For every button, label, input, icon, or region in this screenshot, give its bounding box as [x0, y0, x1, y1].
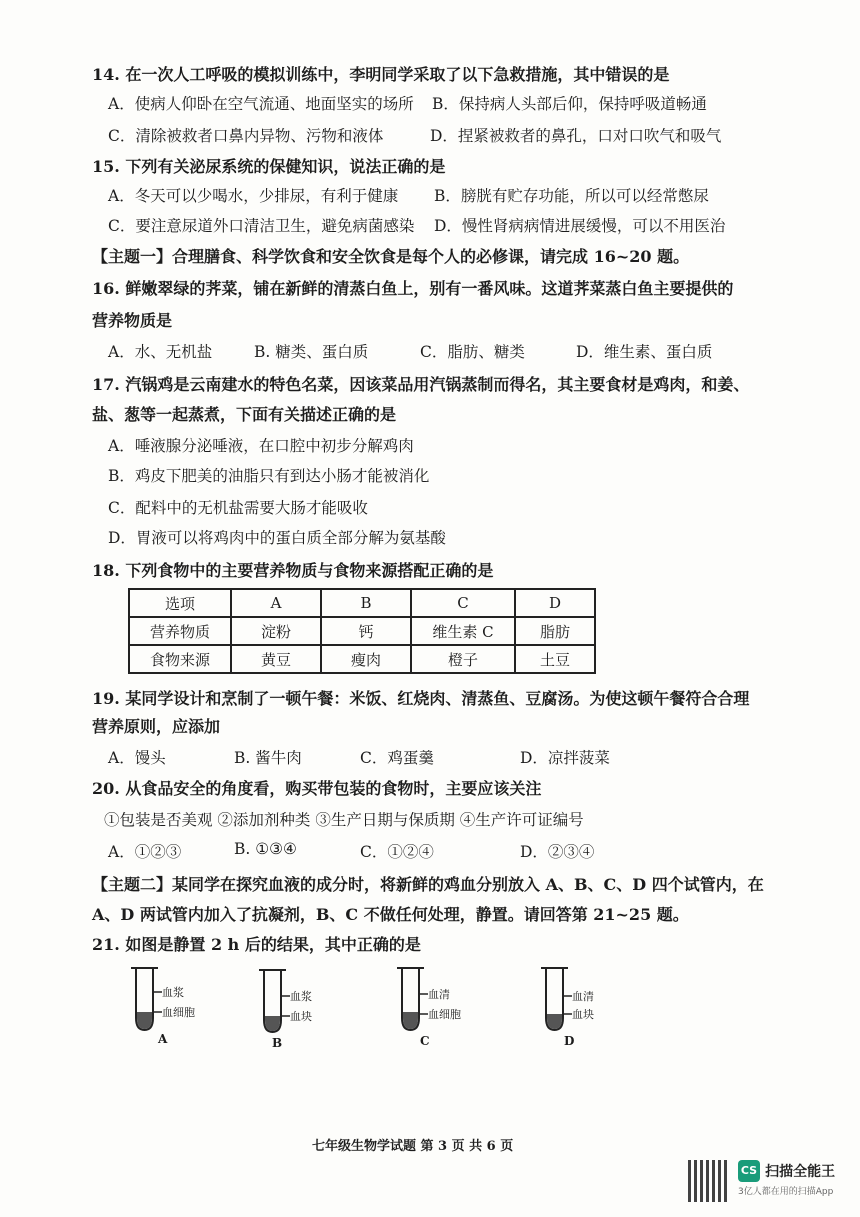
- tube-d-letter: D: [564, 1034, 575, 1048]
- theme-2-intro: 【主题二】某同学在探究血液的成分时，将新鲜的鸡血分别放入 A、B、C、D 四个试管内，在: [92, 875, 764, 894]
- question-20-option-a: A．①②③: [108, 843, 182, 861]
- table-cell: 选项: [129, 589, 231, 617]
- scanner-app-name: 扫描全能王: [765, 1164, 836, 1180]
- question-19-option-c: C．鸡蛋羹: [360, 749, 434, 767]
- test-tube-b: [256, 968, 346, 1052]
- table-cell: 脂肪: [515, 617, 595, 645]
- question-15-option-b: B．膀胱有贮存功能，所以可以经常憋尿: [434, 187, 709, 205]
- table-cell: 橙子: [411, 645, 515, 673]
- question-14-stem: 14. 在一次人工呼吸的模拟训练中，李明同学采取了以下急救措施，其中错误的是: [92, 65, 670, 84]
- question-16-option-d: D．维生素、蛋白质: [576, 343, 713, 361]
- question-17-option-a: A．唾液腺分泌唾液，在口腔中初步分解鸡肉: [108, 437, 414, 455]
- table-cell: A: [231, 589, 321, 617]
- table-row: [129, 645, 595, 673]
- question-17-stem-cont: 盐、葱等一起蒸煮，下面有关描述正确的是: [92, 405, 397, 424]
- question-18-stem: 18. 下列食物中的主要营养物质与食物来源搭配正确的是: [92, 561, 494, 580]
- question-19-option-a: A．馒头: [108, 749, 166, 767]
- question-17-option-b: B．鸡皮下肥美的油脂只有到达小肠才能被消化: [108, 467, 430, 485]
- question-14-option-b: B．保持病人头部后仰，保持呼吸道畅通: [432, 95, 707, 113]
- question-17-option-c: C．配料中的无机盐需要大肠才能吸收: [108, 499, 368, 517]
- scanner-tagline: 3亿人都在用的扫描App: [738, 1187, 834, 1197]
- question-20-option-b: B. ①③④: [234, 840, 297, 858]
- tube-b-top-label: 血浆: [290, 990, 312, 1003]
- tube-a-letter: A: [158, 1032, 168, 1046]
- scanner-watermark: [738, 1160, 835, 1197]
- question-15-option-c: C．要注意尿道外口清洁卫生，避免病菌感染: [108, 217, 415, 235]
- question-16-option-c: C．脂肪、糖类: [420, 343, 525, 361]
- tube-c-top-label: 血清: [428, 988, 450, 1001]
- question-19-stem: 19. 某同学设计和烹制了一顿午餐：米饭、红烧肉、清蒸鱼、豆腐汤。为使这顿午餐符合合理: [92, 689, 750, 708]
- nutrient-source-table: [128, 588, 596, 674]
- question-19-stem-cont: 营养原则，应添加: [92, 717, 221, 736]
- question-20-items: ①包装是否美观 ②添加剂种类 ③生产日期与保质期 ④生产许可证编号: [104, 811, 584, 829]
- tube-d-top-label: 血清: [572, 990, 594, 1003]
- table-cell: 土豆: [515, 645, 595, 673]
- question-16-stem: 16. 鲜嫩翠绿的荠菜，铺在新鲜的清蒸白鱼上，别有一番风味。这道荠菜蒸白鱼主要提供的: [92, 279, 734, 298]
- question-19-option-b: B. 酱牛肉: [234, 749, 302, 767]
- test-tube-d: [538, 966, 628, 1050]
- table-cell: D: [515, 589, 595, 617]
- table-cell: 黄豆: [231, 645, 321, 673]
- question-20-option-c: C．①②④: [360, 843, 434, 861]
- table-row: [129, 617, 595, 645]
- question-15-option-a: A．冬天可以少喝水，少排尿，有利于健康: [108, 187, 399, 205]
- table-cell: 维生素 C: [411, 617, 515, 645]
- test-tube-c: [394, 966, 484, 1050]
- question-15-option-d: D．慢性肾病病情进展缓慢，可以不用医治: [434, 217, 726, 235]
- question-16-option-b: B. 糖类、蛋白质: [254, 343, 369, 361]
- tube-a-top-label: 血浆: [162, 986, 184, 999]
- tube-c-letter: C: [420, 1034, 430, 1048]
- question-16-option-a: A．水、无机盐: [108, 343, 213, 361]
- question-17-option-d: D．胃液可以将鸡肉中的蛋白质全部分解为氨基酸: [108, 529, 446, 547]
- tube-b-letter: B: [272, 1036, 283, 1050]
- table-cell: 淀粉: [231, 617, 321, 645]
- question-14-option-a: A．使病人仰卧在空气流通、地面坚实的场所: [108, 95, 414, 113]
- table-cell: 钙: [321, 617, 411, 645]
- table-cell: 营养物质: [129, 617, 231, 645]
- table-row: [129, 589, 595, 617]
- page-footer: 七年级生物学试题 第 3 页 共 6 页: [312, 1139, 514, 1154]
- scanner-logo-icon: CS: [738, 1160, 760, 1182]
- theme-1-intro: 【主题一】合理膳食、科学饮食和安全饮食是每个人的必修课，请完成 16~20 题。: [92, 247, 690, 266]
- tube-a-bottom-label: 血细胞: [162, 1006, 195, 1019]
- table-cell: 食物来源: [129, 645, 231, 673]
- table-cell: C: [411, 589, 515, 617]
- qr-code-icon: [688, 1160, 730, 1202]
- tube-b-bottom-label: 血块: [290, 1010, 312, 1023]
- question-20-stem: 20. 从食品安全的角度看，购买带包装的食物时，主要应该关注: [92, 779, 542, 798]
- question-17-stem: 17. 汽锅鸡是云南建水的特色名菜，因该菜品用汽锅蒸制而得名，其主要食材是鸡肉，和姜、: [92, 375, 750, 394]
- tube-d-bottom-label: 血块: [572, 1008, 594, 1021]
- question-16-stem-cont: 营养物质是: [92, 311, 173, 330]
- question-20-option-d: D．②③④: [520, 843, 595, 861]
- question-21-stem: 21. 如图是静置 2 h 后的结果，其中正确的是: [92, 935, 421, 954]
- tube-c-bottom-label: 血细胞: [428, 1008, 461, 1021]
- test-tube-a: [128, 966, 218, 1050]
- table-cell: 瘦肉: [321, 645, 411, 673]
- question-15-stem: 15. 下列有关泌尿系统的保健知识，说法正确的是: [92, 157, 446, 176]
- question-14-option-d: D．捏紧被救者的鼻孔，口对口吹气和吸气: [430, 127, 722, 145]
- table-cell: B: [321, 589, 411, 617]
- question-19-option-d: D．凉拌菠菜: [520, 749, 610, 767]
- question-14-option-c: C．清除被救者口鼻内异物、污物和液体: [108, 127, 384, 145]
- theme-2-intro-cont: A、D 两试管内加入了抗凝剂，B、C 不做任何处理，静置。请回答第 21~25 题。: [92, 905, 689, 924]
